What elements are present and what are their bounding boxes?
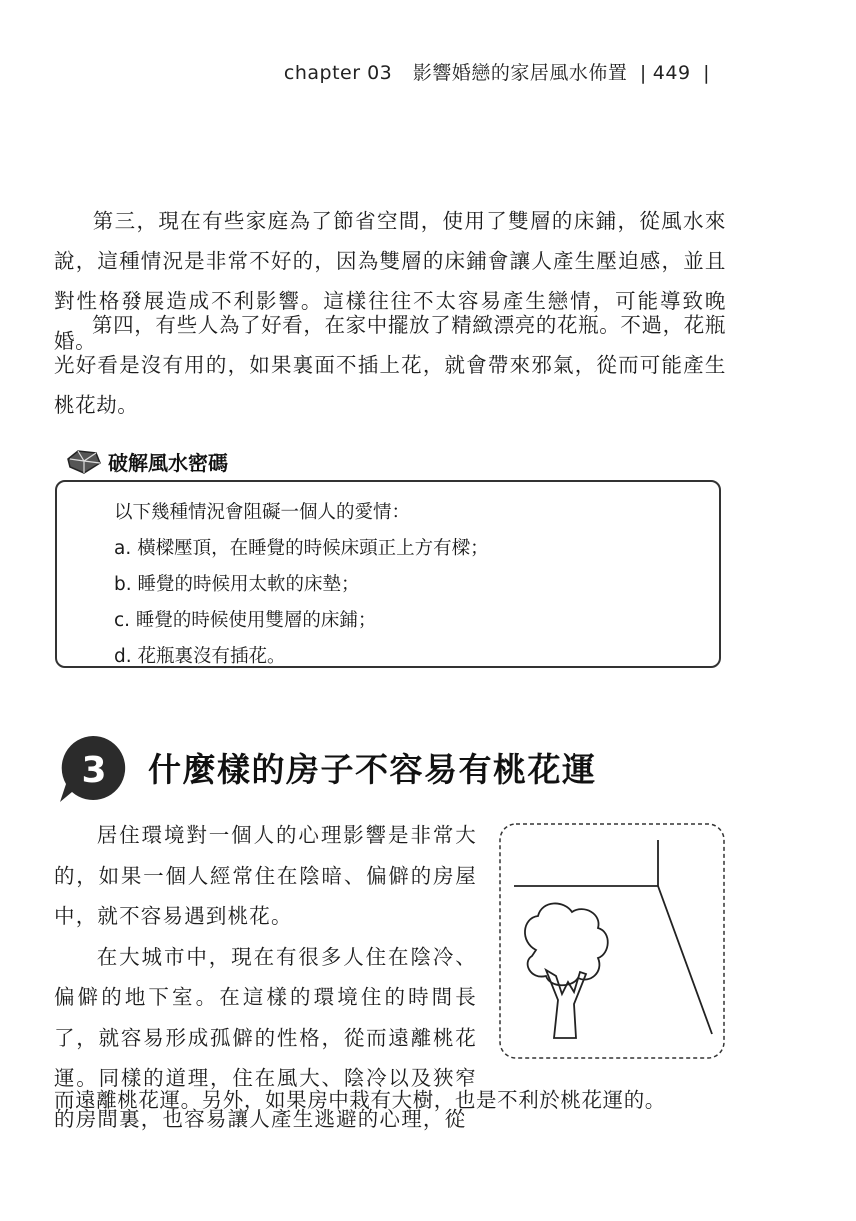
section-number-badge [58,734,128,804]
tree-crown-icon [525,903,608,985]
paragraph-third: 第三，現在有些家庭為了節省空間，使用了雙層的床鋪，從風水來說，這種情況是非常不好的，因為雙層的床鋪會讓人產生壓迫感，並且對性格發展造成不利影響。這樣往往不太容易產生戀情，可能導致晚婚。 [54,209,726,353]
secret-box [55,480,721,668]
page-header [284,58,716,85]
chapter-title: 影響婚戀的家居風水佈置 [412,62,628,84]
secret-box-heading [66,447,228,476]
secret-item-c: c. 睡覺的時候使用雙層的床鋪； [114,610,377,631]
page-number: 449 [652,62,691,84]
secret-item-d: d. 花瓶裏沒有插花。 [114,646,286,667]
secret-item-b: b. 睡覺的時候用太軟的床墊； [114,574,360,595]
section-title: 什麼樣的房子不容易有桃花運 [148,750,597,789]
section-number: 3 [81,750,107,791]
room-tree-illustration [498,822,726,1060]
header-divider: | [639,62,647,84]
tree-trunk-icon [546,970,586,1038]
chapter-label: chapter 03 [283,62,393,84]
illustration-frame [500,824,724,1058]
secret-item-a: a. 橫樑壓頂，在睡覺的時候床頭正上方有樑； [114,538,489,559]
secret-box-intro: 以下幾種情況會阻礙一個人的愛情： [114,502,411,523]
secret-box-title: 破解風水密碼 [108,451,228,475]
section-paragraph-2: 在大城市中，現在有很多人住在陰冷、偏僻的地下室。在這樣的環境住的時間長了，就容易形成孤僻的性格，從而遠離桃花運。同樣的道理，住在風大、陰冷以及狹窄的房間裏，也容易讓人產生逃避的心理，從 [54,944,477,1131]
section-paragraph-2-tail: 而遠離桃花運。另外，如果房中栽有大樹，也是不利於桃花運的。 [54,1088,666,1112]
paragraph-fourth: 第四，有些人為了好看，在家中擺放了精緻漂亮的花瓶。不過，花瓶光好看是沒有用的，如果裏面不插上花，就會帶來邪氣，從而可能產生桃花劫。 [54,313,726,417]
gem-icon [66,449,102,475]
section-paragraph-1: 居住環境對一個人的心理影響是非常大的，如果一個人經常住在陰暗、偏僻的房屋中，就不容易遇到桃花。 [54,823,477,928]
room-floor-edge [658,886,712,1034]
header-divider-end: | [703,62,710,84]
